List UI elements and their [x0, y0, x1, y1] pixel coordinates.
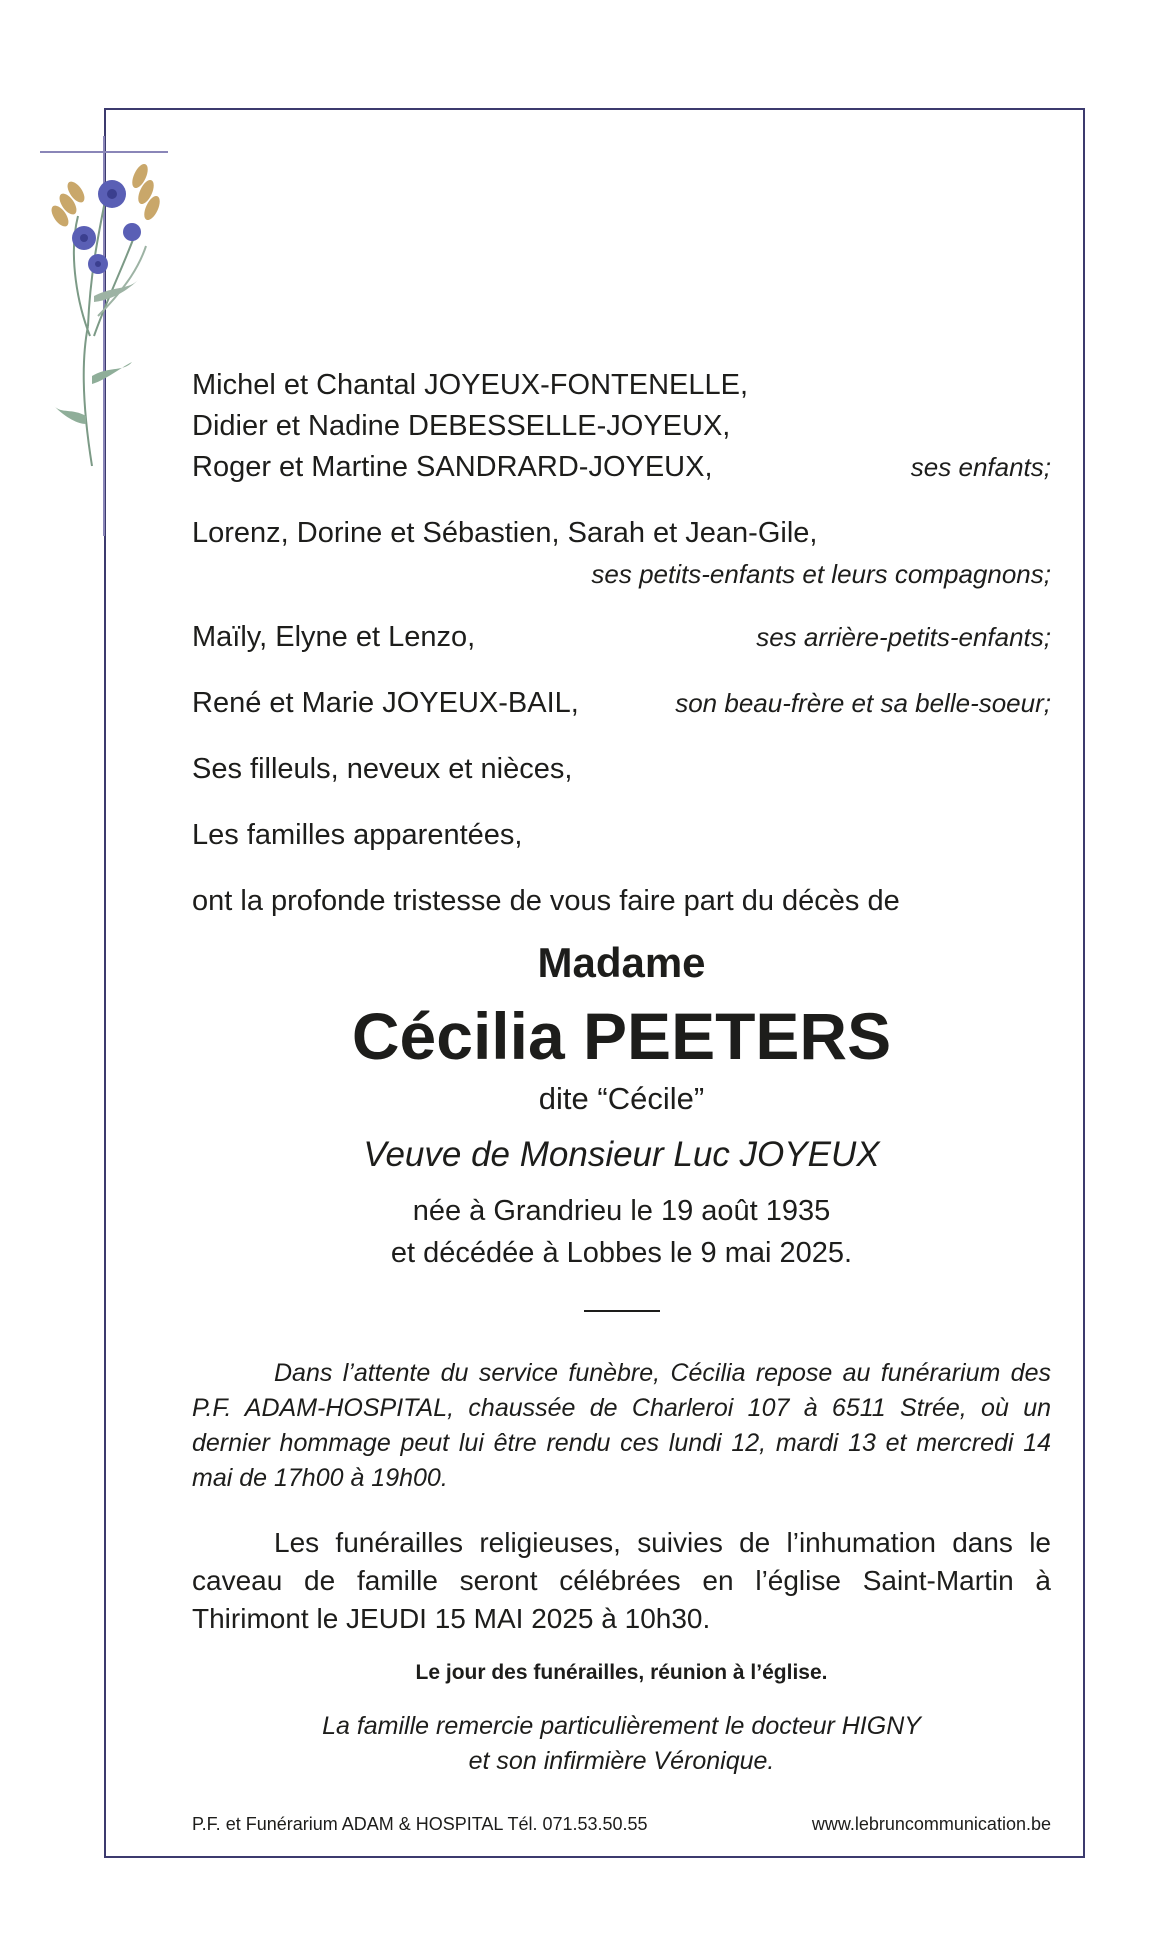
godchildren-line: Ses filleuls, neveux et nièces, — [192, 753, 573, 785]
in-laws-line: René et Marie JOYEUX-BAIL, — [192, 687, 579, 719]
child-line-3-row — [192, 450, 1051, 484]
announcement-line: ont la profonde tristesse de vous faire part du décès de — [192, 885, 900, 917]
related-families-line: Les familles apparentées, — [192, 819, 523, 851]
children-role: ses enfants; — [910, 452, 1051, 482]
grandchildren-role: ses petits-enfants et leurs compagnons; — [591, 559, 1051, 589]
cross-cornflower-wheat-icon — [28, 136, 188, 536]
birth-line: née à Grandrieu le 19 août 1935 — [412, 1195, 831, 1227]
widow-of: Veuve de Monsieur Luc JOYEUX — [363, 1135, 880, 1174]
grandchildren-line: Lorenz, Dorine et Sébastien, Sarah et Jean-Gile, — [192, 517, 818, 549]
death-line: et décédée à Lobbes le 9 mai 2025. — [390, 1237, 853, 1269]
in-laws-role: son beau-frère et sa belle-soeur; — [675, 688, 1051, 718]
great-grandchildren-row — [192, 620, 1051, 654]
thanks-line-1: La famille remercie particulièrement le docteur HIGNY — [322, 1712, 921, 1740]
deceased-nickname: dite “Cécile” — [538, 1081, 705, 1116]
deceased-name: Cécilia PEETERS — [351, 999, 892, 1073]
website-label: www.lebruncommunication.be — [811, 1814, 1051, 1834]
funeral-home-contact: P.F. et Funérarium ADAM & HOSPITAL Tél. 071.53.50.55 — [192, 1814, 648, 1834]
deceased-title: Madame — [537, 939, 706, 986]
thanks-line-2: et son infirmière Véronique. — [468, 1747, 775, 1775]
child-line-1: Michel et Chantal JOYEUX-FONTENELLE, — [192, 369, 749, 401]
great-grandchildren-line: Maïly, Elyne et Lenzo, — [192, 621, 476, 653]
rest-paragraph: Dans l’attente du service funèbre, Cécilia repose au funérarium des P.F. ADAM-HOSPITAL, chaussée de Charleroi 107 à 6511 Strée, où un dernier hommage peut lui être rendu ces lundi 12, mardi 13 et mercredi 14 mai de 17h00 à 19h00. — [192, 1359, 1051, 1492]
child-line-3: Roger et Martine SANDRARD-JOYEUX, — [192, 451, 713, 483]
separator — [584, 1310, 660, 1312]
funeral-paragraph: Les funérailles religieuses, suivies de l’inhumation dans le caveau de famille seront célébrées en l’église Saint-Martin à Thirimont le JEUDI 15 MAI 2025 à 10h30. — [192, 1527, 1051, 1634]
meeting-line: Le jour des funérailles, réunion à l’église. — [415, 1661, 828, 1684]
great-grandchildren-role: ses arrière-petits-enfants; — [756, 622, 1051, 652]
child-line-2: Didier et Nadine DEBESSELLE-JOYEUX, — [192, 410, 731, 442]
in-laws-row — [192, 686, 1051, 720]
thanks-block — [192, 1709, 1051, 1779]
